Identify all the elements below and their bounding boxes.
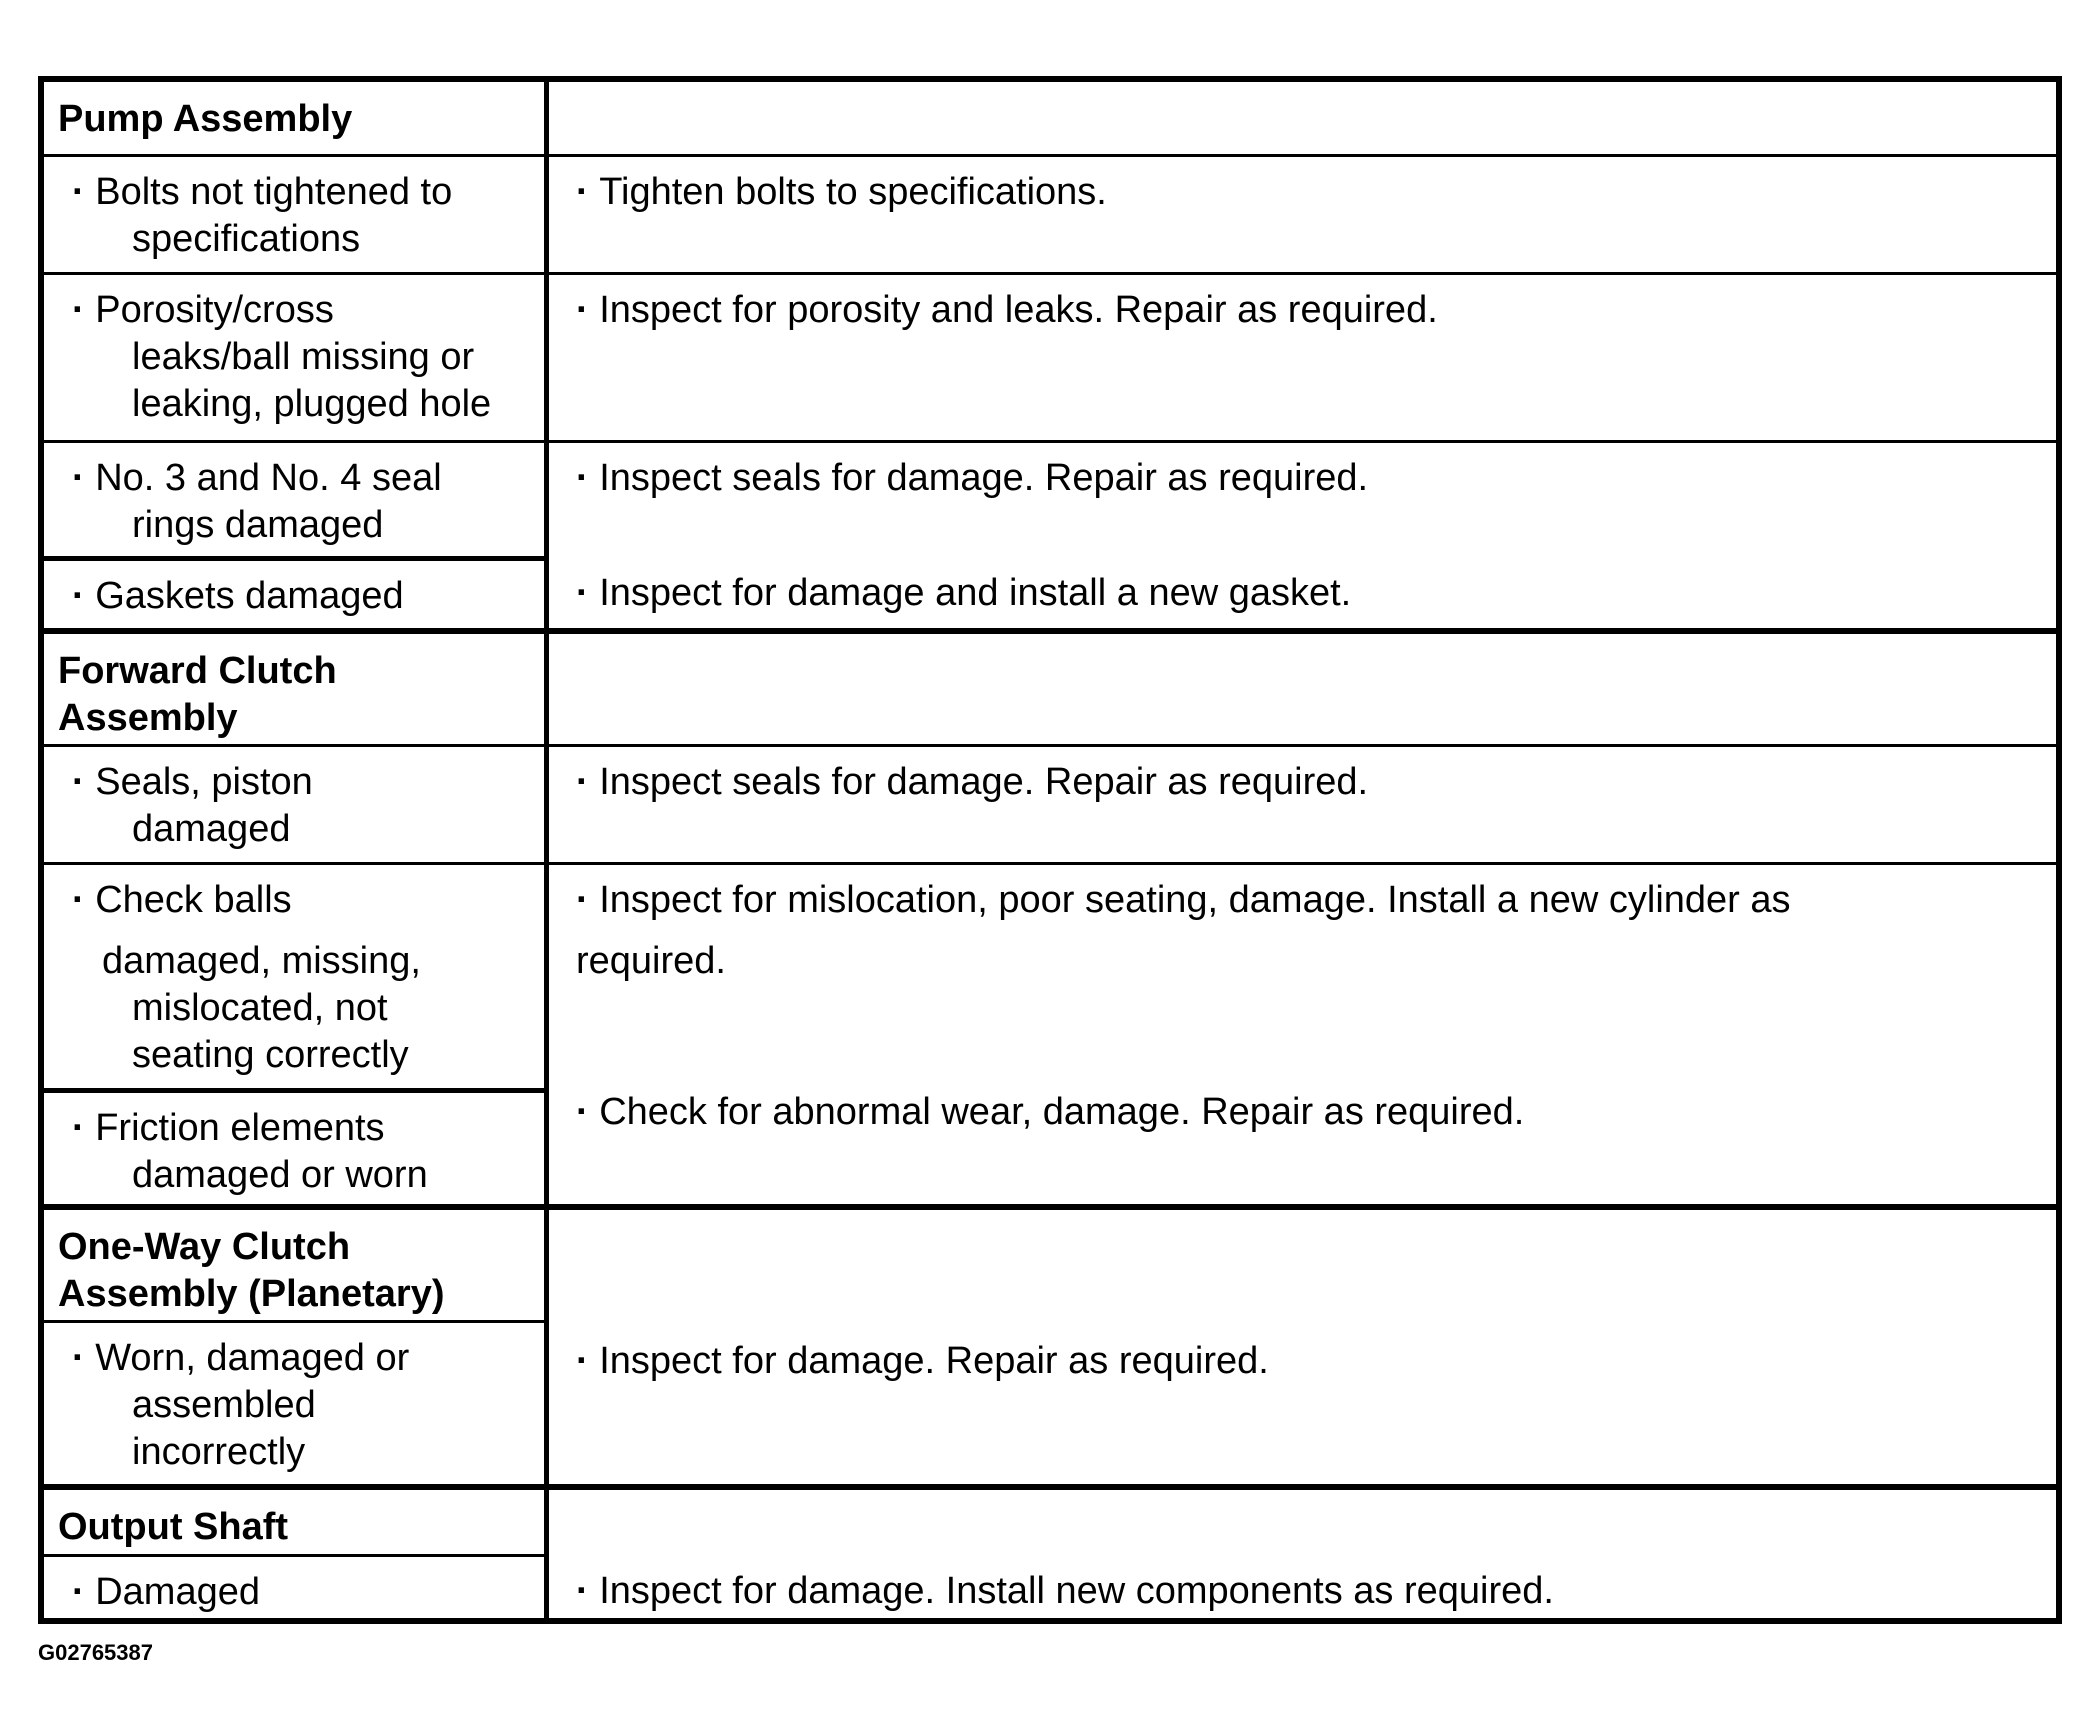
section-title <box>44 628 548 744</box>
remedy-cell <box>548 272 2056 440</box>
remedy-text: · Inspect seals for damage. Repair as required. <box>576 759 2036 806</box>
cause-cell <box>44 862 548 1088</box>
cause-cell <box>44 440 548 556</box>
remedy-cell <box>548 744 2056 862</box>
cause-text: · Damaged <box>44 1569 538 1616</box>
cause-text: specifications <box>132 218 361 260</box>
section-title-blank <box>548 82 2056 154</box>
cause-cell <box>44 154 548 272</box>
cause-text: seating correctly <box>132 1034 409 1076</box>
cause-text: damaged or worn <box>132 1154 428 1196</box>
cause-text: incorrectly <box>132 1431 306 1473</box>
cause-text: · Worn, damaged or <box>44 1335 538 1382</box>
remedy-text: · Inspect for damage and install a new gasket. <box>576 570 2036 617</box>
section-title-text: Assembly (Planetary) <box>58 1273 445 1315</box>
remedy-cell-merged <box>548 1484 2056 1622</box>
remedy-text: · Inspect for porosity and leaks. Repair as required. <box>576 287 2036 334</box>
section-title <box>44 1204 548 1320</box>
cause-cell <box>44 272 548 440</box>
remedy-cell-merged <box>548 440 2056 628</box>
section-title <box>44 82 548 154</box>
cause-text: · Seals, piston <box>44 759 538 806</box>
remedy-cell <box>548 154 2056 272</box>
figure-id: G02765387 <box>38 1640 153 1665</box>
cause-text: · Gaskets damaged <box>44 573 538 620</box>
cause-text: · No. 3 and No. 4 seal <box>44 455 538 502</box>
cause-text: assembled <box>132 1384 316 1426</box>
remedy-text: · Inspect seals for damage. Repair as required. <box>576 455 2036 502</box>
cause-cell <box>44 1320 548 1484</box>
section-title <box>44 1484 548 1554</box>
cause-text: · Porosity/cross <box>44 287 538 334</box>
column-divider <box>544 82 549 1618</box>
cause-cell <box>44 556 548 628</box>
cause-text: · Friction elements <box>44 1105 538 1152</box>
remedy-cell-merged <box>548 1204 2056 1484</box>
diagnosis-table <box>38 76 2062 1624</box>
section-title-text: Output Shaft <box>58 1506 289 1548</box>
remedy-text: · Inspect for mislocation, poor seating, damage. Install a new cylinder as <box>576 877 2036 924</box>
remedy-cell-merged <box>548 862 2056 1204</box>
remedy-text: · Tighten bolts to specifications. <box>576 169 2036 216</box>
remedy-text: required. <box>576 940 726 982</box>
cause-cell <box>44 1088 548 1204</box>
cause-text: damaged <box>132 808 291 850</box>
section-title-text: One-Way Clutch <box>58 1226 351 1268</box>
cause-cell <box>44 1554 548 1622</box>
cause-cell <box>44 744 548 862</box>
cause-text: · Check balls <box>44 877 538 924</box>
cause-text: mislocated, not <box>132 987 388 1029</box>
cause-text: damaged, missing, <box>102 940 421 982</box>
section-title-text: Assembly <box>58 697 238 739</box>
remedy-text: · Inspect for damage. Repair as required. <box>576 1338 2036 1385</box>
cause-text: rings damaged <box>132 504 384 546</box>
cause-text: leaking, plugged hole <box>132 383 492 425</box>
remedy-text: · Check for abnormal wear, damage. Repair as required. <box>576 1089 2036 1136</box>
section-title-text: Pump Assembly <box>58 98 353 140</box>
section-title-blank <box>548 628 2056 744</box>
cause-text: leaks/ball missing or <box>132 336 475 378</box>
cause-text: · Bolts not tightened to <box>44 169 538 216</box>
remedy-text: · Inspect for damage. Install new components as required. <box>576 1568 2036 1615</box>
section-title-text: Forward Clutch <box>58 650 337 692</box>
